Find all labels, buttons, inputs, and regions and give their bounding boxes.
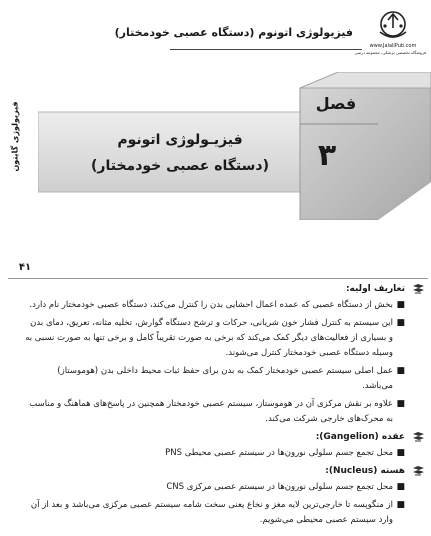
section-ganglion — [20, 430, 425, 461]
bullet-icon: ■ — [396, 448, 405, 458]
page-number: ۴۱ — [18, 262, 32, 273]
logo-url: www.JalaliPub.com — [369, 43, 417, 49]
list-item: ■ از منگوپسه تا خارجی‌ترین لایه مغز و نخاع یعنی سخت شامه سیستم عصبی مرکزی می‌باشد و بعد از آن وارد سیستم عصبی محیطی می‌شویم. — [30, 500, 405, 525]
bullet-icon: ■ — [396, 482, 405, 492]
list-item: ■ محل تجمع جسم سلولی نورون‌ها در سیستم عصبی مرکزی CNS — [20, 480, 425, 495]
section-marker-icon — [412, 465, 425, 477]
logo-mark-icon — [360, 10, 426, 44]
list-item: ■ علاوه بر نقش مرکزی آن در هوموستاز، سیستم عصبی خودمختار همچنین در پاسخ‌های هماهنگ و مناسب به محرک‌های خارجی شرکت می‌کند. — [29, 399, 405, 424]
bullet-icon: ■ — [396, 318, 405, 328]
chapter-title — [70, 127, 290, 179]
bullet-icon: ■ — [396, 399, 405, 409]
page-header — [0, 0, 431, 62]
header-divider — [170, 49, 362, 50]
running-title: فیزیولوژی اتونوم (دستگاه عصبی خودمختار) — [114, 26, 353, 39]
section-nucleus — [20, 464, 425, 528]
bullet-icon: ■ — [396, 500, 405, 510]
publisher-logo — [354, 10, 426, 58]
logo-tagline: فروشگاه تخصصی پزشکی، مجموعه درسی — [354, 50, 426, 55]
sidebar-book-title: فیزیولوژی گایتون — [10, 101, 20, 172]
section-definitions — [20, 282, 425, 427]
section-title: عقده (Gangelion): — [20, 430, 425, 444]
section-marker-icon — [412, 283, 425, 295]
bullet-icon: ■ — [396, 300, 405, 310]
list-item: ■ محل تجمع جسم سلولی نورون‌ها در سیستم عصبی محیطی PNS — [20, 446, 425, 461]
main-content — [20, 282, 425, 531]
section-title: هسته (Nucleus): — [20, 464, 425, 478]
page-divider — [8, 278, 428, 279]
chapter-label: فصل — [315, 94, 357, 113]
section-marker-icon — [412, 431, 425, 443]
list-item: ■ عمل اصلی سیستم عصبی خودمختار کمک به بدن برای حفظ ثبات محیط داخلی بدن (هوموستاز) می‌باشد. — [57, 366, 405, 391]
chapter-title-line1: فیزیـولوژی اتونوم — [117, 132, 243, 148]
list-item: ■ بخش از دستگاه عصبی که عمده اعمال احشایی بدن را کنترل می‌کند، دستگاه عصبی خودمختار نام دارد. — [20, 298, 425, 313]
section-title: تعاریف اولیه: — [20, 282, 425, 296]
chapter-number: ۳ — [317, 138, 337, 173]
chapter-title-line2: (دستگاه عصبی خودمختار) — [91, 158, 269, 174]
bullet-icon: ■ — [396, 366, 405, 376]
list-item: ■ این سیستم به کنترل فشار خون شریانی، حرکات و ترشح دستگاه گوارش، تخلیه مثانه، تعریق، دمای بدن و بسیاری از فعالیت‌های دیگر کمک می‌کند که برخی به صورت تقریباً کامل و برخی تنها به صورت نسبی به وسیله دستگاه عصبی خودمختار کنترل می‌شوند. — [25, 318, 405, 358]
